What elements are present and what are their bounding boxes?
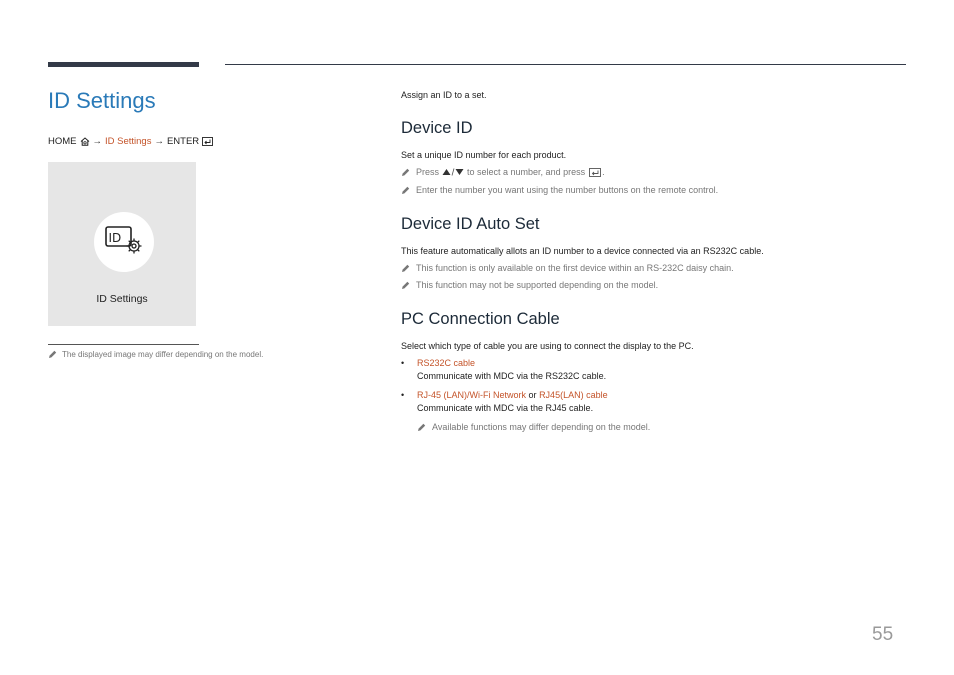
device-id-note-2-text: Enter the number you want using the number buttons on the remote control. (416, 185, 719, 195)
menu-preview (48, 162, 196, 326)
bullet-dot: • (401, 358, 405, 368)
rj45-cable-desc: Communicate with MDC via the RJ45 cable. (417, 403, 594, 413)
preview-label: ID Settings (96, 293, 148, 305)
pc-cable-note-text: Available functions may differ depending on the model. (432, 422, 651, 432)
home-icon (80, 137, 90, 146)
rs232c-cable-link[interactable]: RS232C cable (417, 358, 476, 368)
note-pencil-icon (401, 264, 410, 273)
enter-key-icon (202, 137, 213, 146)
pc-cable-note (417, 422, 650, 432)
device-id-note-2 (401, 185, 718, 195)
breadcrumb-current: ID Settings (105, 136, 152, 147)
list-item (401, 358, 901, 386)
breadcrumb-enter: ENTER (166, 136, 200, 147)
note-press-text: Press (416, 167, 440, 177)
device-id-note-1: Press to select a number, and press . (401, 167, 605, 177)
device-id-auto-note-1 (401, 263, 734, 273)
or-joiner: or (528, 390, 537, 400)
header-rule (225, 64, 906, 65)
breadcrumb (48, 136, 213, 147)
heading-pc-connection-cable: PC Connection Cable (401, 310, 560, 328)
page-title: ID Settings (48, 88, 156, 113)
intro-text: Assign an ID to a set. (401, 90, 487, 100)
heading-device-id-auto-set: Device ID Auto Set (401, 215, 540, 233)
device-id-auto-body: This feature automatically allots an ID number to a device connected via an RS232C cable. (401, 246, 764, 256)
preview-note-text: The displayed image may differ depending on the model. (62, 350, 264, 359)
note-pencil-icon (48, 350, 57, 359)
bullet-dot: • (401, 390, 405, 400)
device-id-body: Set a unique ID number for each product. (401, 150, 567, 160)
heading-device-id: Device ID (401, 119, 473, 137)
page-number: 55 (872, 624, 894, 645)
rj45-option-label (417, 390, 608, 400)
device-id-auto-note-2-text: This function may not be supported depending on the model. (416, 280, 659, 290)
list-item (401, 390, 901, 418)
note-select-text: to select a number, and press (467, 167, 586, 177)
breadcrumb-arrow: → (92, 136, 102, 147)
icon-id-text: ID (108, 231, 122, 245)
id-settings-icon-circle (94, 212, 154, 272)
device-id-auto-note-1-text: This function is only available on the first device within an RS-232C daisy chain. (416, 263, 734, 273)
device-id-auto-note-2 (401, 280, 658, 290)
note-pencil-icon (401, 186, 410, 195)
enter-key-icon (589, 168, 602, 177)
rj45-wifi-link[interactable]: RJ-45 (LAN)/Wi-Fi Network (417, 390, 527, 400)
note-pencil-icon (401, 281, 410, 290)
pc-cable-body: Select which type of cable you are using to connect the display to the PC. (401, 341, 694, 351)
preview-note (48, 350, 263, 359)
note-divider (48, 344, 199, 345)
header-bar-thick (48, 62, 199, 67)
breadcrumb-arrow: → (154, 136, 164, 147)
breadcrumb-home: HOME (48, 136, 77, 147)
note-pencil-icon (401, 168, 410, 177)
up-down-arrow-icon (442, 168, 464, 176)
id-settings-icon (94, 212, 154, 272)
rs232c-cable-desc: Communicate with MDC via the RS232C cable. (417, 371, 607, 381)
rj45-lan-cable-link[interactable]: RJ45(LAN) cable (539, 390, 608, 400)
note-pencil-icon (417, 423, 426, 432)
